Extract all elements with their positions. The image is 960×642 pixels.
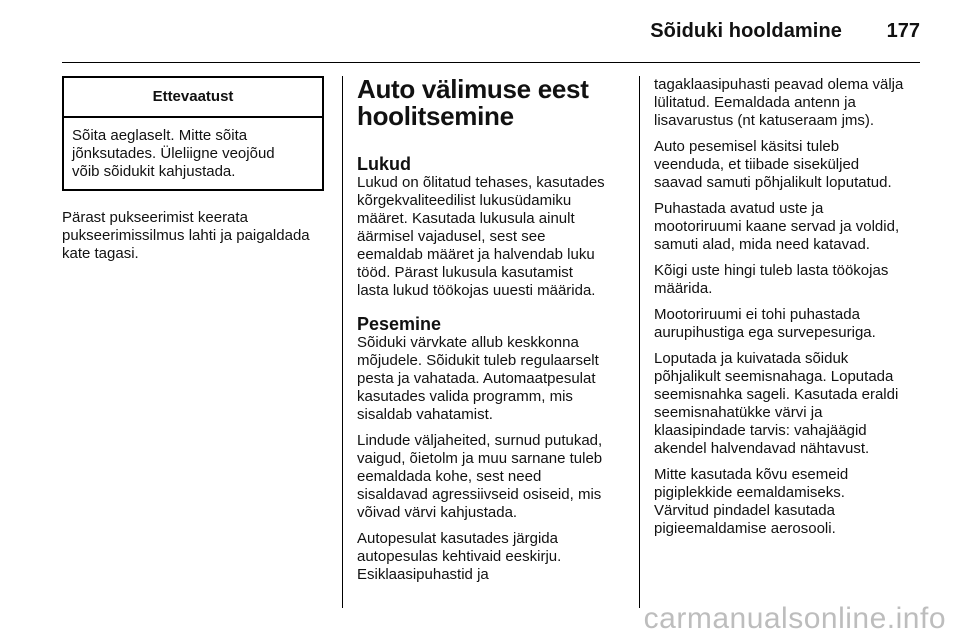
text-line: Pärast pukseerimist keerata [62, 209, 248, 226]
warning-box [62, 76, 324, 191]
text-line: Sõita aeglaselt. Mitte sõita [72, 127, 248, 144]
heading-line: hoolitsemine [357, 101, 514, 131]
text-line: võivad värvi kahjustada. [357, 504, 518, 521]
text-line: kate tagasi. [62, 245, 139, 262]
text-line: autopesulas kehtivaid eeskirju. [357, 548, 562, 565]
text-line: pigieemaldamise aerosooli. [654, 520, 836, 537]
paragraph-tar [654, 466, 926, 538]
text-line: kasutades valida programm, mis [357, 388, 573, 405]
text-line: mõjudele. Sõidukit tuleb regulaarselt [357, 352, 599, 369]
warning-text [64, 118, 322, 189]
text-line: lasta lukud töökojas uuesti määrida. [357, 282, 596, 299]
text-line: veenduda, et tiibade siseküljed [654, 156, 860, 173]
text-line: sisaldavad agressiivseid osiseid, mis [357, 486, 602, 503]
text-line: Mootoriruumi ei tohi puhastada [654, 306, 860, 323]
text-line: määret. Kasutada lukusula ainult [357, 210, 575, 227]
text-line: äärmisel vajadusel, sest see [357, 228, 546, 245]
text-line: klaasipindade tarvis: vahajäägid [654, 422, 867, 439]
paragraph-hand-wash [654, 138, 926, 192]
locks-paragraph [357, 174, 627, 300]
column-2 [357, 76, 627, 592]
text-line: saavad samuti põhjalikult loputatud. [654, 174, 892, 191]
text-line: Lukud on õlitatud tehases, kasutades [357, 174, 605, 191]
text-line: määrida. [654, 280, 713, 297]
header-divider [62, 62, 920, 63]
text-line: Sõiduki värvkate allub keskkonna [357, 334, 579, 351]
text-line: eemaldab määret ja halvendab luku [357, 246, 595, 263]
washing-paragraph-1 [357, 334, 627, 424]
text-line: eemaldada kohe, sest need [357, 468, 542, 485]
text-line: kõrgekvaliteedilist lukusüdamiku [357, 192, 572, 209]
text-line: Mitte kasutada kõvu esemeid [654, 466, 849, 483]
text-line: lisavarustus (nt katuseraam jms). [654, 112, 875, 129]
page-header [0, 0, 960, 64]
text-line: mootoriruumi kaane servad ja voldid, [654, 218, 900, 235]
text-line: akendel halvendavad nähtavust. [654, 440, 870, 457]
text-line: Kõigi uste hingi tuleb lasta töökojas [654, 262, 889, 279]
column-3 [654, 76, 926, 546]
washing-paragraph-2 [357, 432, 627, 522]
text-line: samuti alad, mida need katavad. [654, 236, 870, 253]
locks-heading: Lukud [357, 154, 411, 174]
text-line: tööd. Pärast lukusula kasutamist [357, 264, 573, 281]
text-line: jõnksutades. Üleliigne veojõud [72, 145, 275, 162]
column-divider-2 [639, 76, 640, 608]
watermark: carmanualsonline.info [643, 602, 946, 635]
towing-paragraph [62, 209, 324, 263]
text-line: seemisnahatükke värvi ja [654, 404, 823, 421]
paragraph-doors [654, 200, 926, 254]
text-line: Lindude väljaheited, surnud putukad, [357, 432, 603, 449]
text-line: lülitatud. Eemaldada antenn ja [654, 94, 856, 111]
text-line: põhjalikult seemisnahaga. Loputada [654, 368, 894, 385]
paragraph-engine [654, 306, 926, 342]
heading-line: Auto välimuse eest [357, 74, 589, 104]
text-line: Loputada ja kuivatada sõiduk [654, 350, 849, 367]
text-line: seemisnahka sageli. Kasutada eraldi [654, 386, 899, 403]
column-divider-1 [342, 76, 343, 608]
washing-heading: Pesemine [357, 314, 442, 334]
washing-paragraph-3 [357, 530, 627, 584]
text-line: tagaklaasipuhasti peavad olema välja [654, 76, 904, 93]
text-line: võib sõidukit kahjustada. [72, 163, 236, 180]
section-heading [357, 76, 627, 130]
text-line: vaigud, õietolm ja muu sarnane tuleb [357, 450, 603, 467]
text-line: Auto pesemisel käsitsi tuleb [654, 138, 840, 155]
text-line: pesta ja vahatada. Automaatpesulat [357, 370, 596, 387]
text-line: Puhastada avatud uste ja [654, 200, 824, 217]
paragraph-chamois [654, 350, 926, 458]
text-line: pukseerimissilmus lahti ja paigaldada [62, 227, 310, 244]
text-line: Autopesulat kasutades järgida [357, 530, 558, 547]
paragraph-hinges [654, 262, 926, 298]
text-line: sisaldab vahatamist. [357, 406, 493, 423]
page-number: 177 [886, 20, 920, 42]
text-line: aurupihustiga ega survepesuriga. [654, 324, 876, 341]
chapter-title: Sõiduki hooldamine [650, 20, 842, 42]
warning-title: Ettevaatust [64, 78, 322, 118]
column-1 [62, 76, 324, 271]
paragraph-wipers [654, 76, 926, 130]
text-line: Värvitud pindadel kasutada [654, 502, 835, 519]
text-line: Esiklaasipuhastid ja [357, 566, 489, 583]
text-line: pigiplekkide eemaldamiseks. [654, 484, 845, 501]
